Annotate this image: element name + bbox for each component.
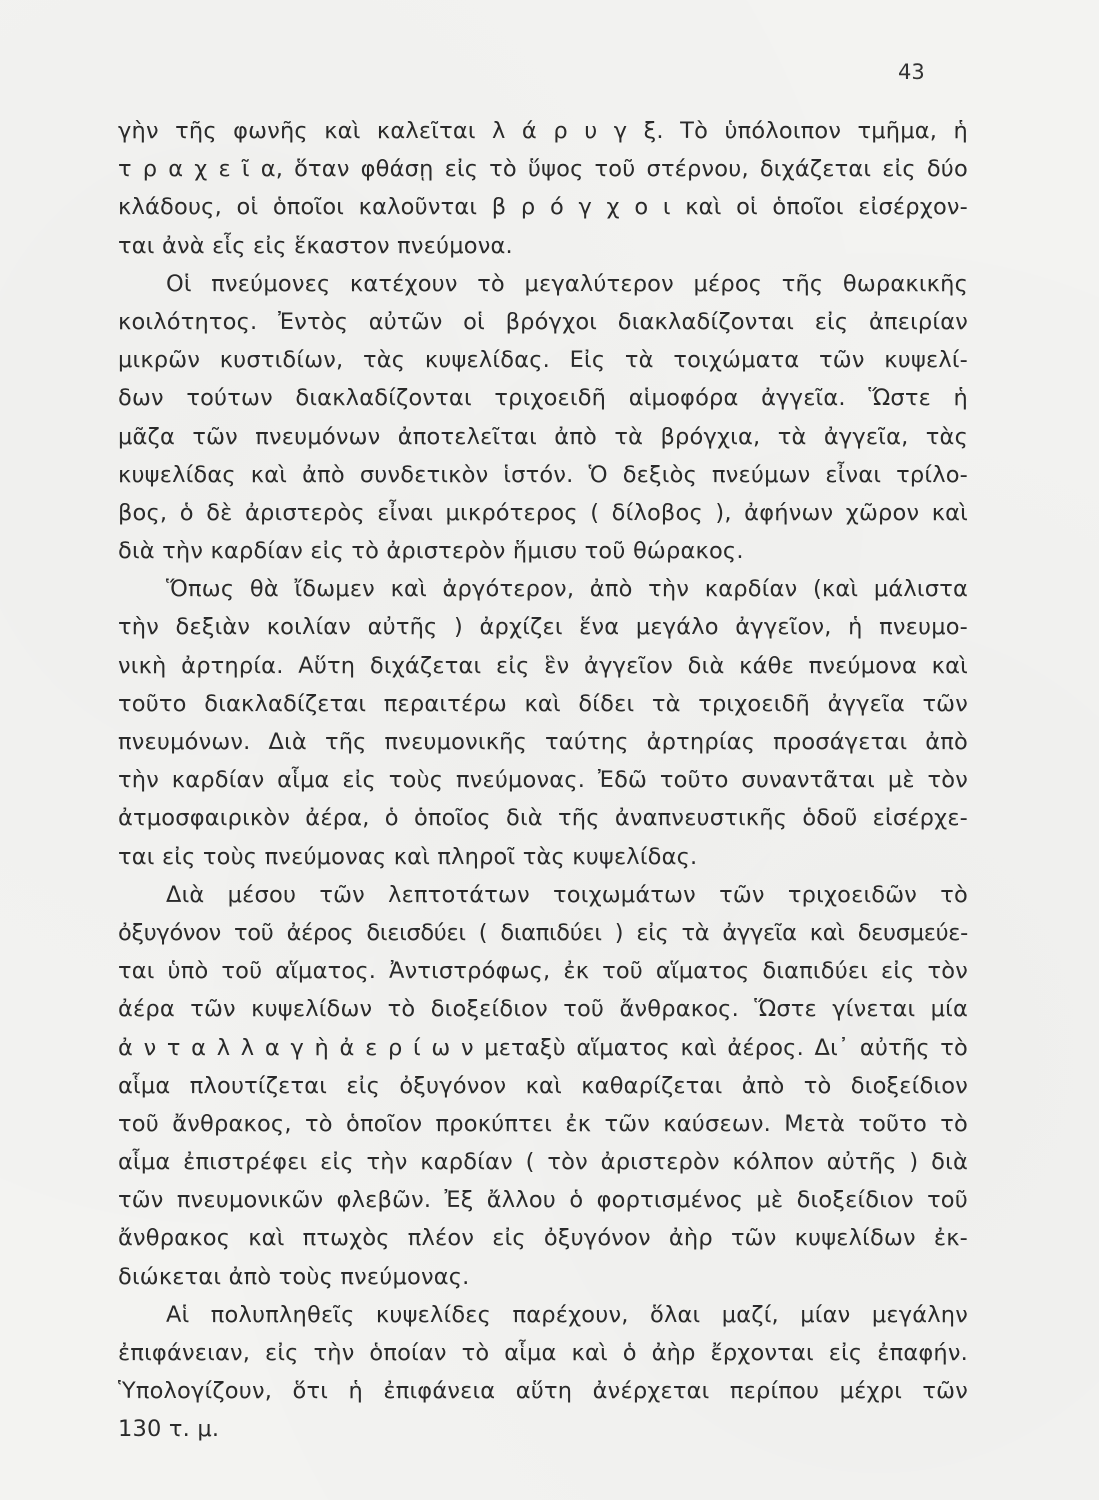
text-line: αἷμα ἐπιστρέφει εἰς τὴν καρδίαν ( τὸν ἀριστερὸν κόλπον αὐτῆς ) διὰ xyxy=(118,1149,968,1176)
body-text xyxy=(118,112,968,1449)
text-line: ται εἰς τοὺς πνεύμονας καὶ πληροῖ τὰς κυψελίδας. xyxy=(118,843,698,870)
text-line: Οἱ πνεύμονες κατέχουν τὸ μεγαλύτερον μέρος τῆς θωρακικῆς xyxy=(166,270,968,297)
text-line: δων τούτων διακλαδίζονται τριχοειδῆ αἱμοφόρα ἀγγεῖα. Ὥστε ἡ xyxy=(118,385,968,412)
text-line: τὴν καρδίαν αἷμα εἰς τοὺς πνεύμονας. Ἐδῶ τοῦτο συναντᾶται μὲ τὸν xyxy=(118,767,968,794)
text-line: τ ρ α χ ε ῖ α, ὅταν φθάσῃ εἰς τὸ ὕψος τοῦ στέρνου, διχάζεται εἰς δύο xyxy=(118,156,968,183)
text-line: ται ἀνὰ εἷς εἰς ἕκαστον πνεύμονα. xyxy=(118,232,513,259)
text-line: διὰ τὴν καρδίαν εἰς τὸ ἀριστερὸν ἥμισυ τοῦ θώρακος. xyxy=(118,538,744,565)
text-line: μικρῶν κυστιδίων, τὰς κυψελίδας. Εἰς τὰ τοιχώματα τῶν κυψελί- xyxy=(118,347,968,374)
text-line: Ὑπολογίζουν, ὅτι ἡ ἐπιφάνεια αὕτη ἀνέρχεται περίπου μέχρι τῶν xyxy=(118,1378,968,1405)
text-line: ἐπιφάνειαν, εἰς τὴν ὁποίαν τὸ αἷμα καὶ ὁ ἀὴρ ἔρχονται εἰς ἐπαφήν. xyxy=(118,1340,968,1366)
page-number: 43 xyxy=(898,60,925,84)
text-line: αἷμα πλουτίζεται εἰς ὀξυγόνον καὶ καθαρίζεται ἀπὸ τὸ διοξείδιον xyxy=(118,1072,968,1099)
text-line: Ὅπως θὰ ἴδωμεν καὶ ἀργότερον, ἀπὸ τὴν καρδίαν (καὶ μάλιστα xyxy=(166,576,968,603)
text-line: Αἱ πολυπληθεῖς κυψελίδες παρέχουν, ὅλαι μαζί, μίαν μεγάλην xyxy=(166,1301,968,1328)
text-line: ται ὑπὸ τοῦ αἵματος. Ἀντιστρόφως, ἐκ τοῦ αἵματος διαπιδύει εἰς τὸν xyxy=(118,958,968,985)
text-line: κυψελίδας καὶ ἀπὸ συνδετικὸν ἱστόν. Ὁ δεξιὸς πνεύμων εἶναι τρίλο- xyxy=(118,461,968,488)
text-line: πνευμόνων. Διὰ τῆς πνευμονικῆς ταύτης ἀρτηρίας προσάγεται ἀπὸ xyxy=(118,729,968,755)
text-line: 130 τ. μ. xyxy=(118,1416,220,1443)
text-line: ἄνθρακος καὶ πτωχὸς πλέον εἰς ὀξυγόνον ἀὴρ τῶν κυψελίδων ἐκ- xyxy=(118,1225,968,1252)
text-line: Διὰ μέσου τῶν λεπτοτάτων τοιχωμάτων τῶν τριχοειδῶν τὸ xyxy=(166,881,968,908)
text-line: τοῦτο διακλαδίζεται περαιτέρω καὶ δίδει τὰ τριχοειδῆ ἀγγεῖα τῶν xyxy=(118,690,968,717)
text-line: γὴν τῆς φωνῆς καὶ καλεῖται λ ά ρ υ γ ξ. Τὸ ὑπόλοιπον τμῆμα, ἡ xyxy=(118,118,968,144)
text-line: ἀέρα τῶν κυψελίδων τὸ διοξείδιον τοῦ ἄνθρακος. Ὥστε γίνεται μία xyxy=(118,996,968,1023)
text-line: τοῦ ἄνθρακος, τὸ ὁποῖον προκύπτει ἐκ τῶν καύσεων. Μετὰ τοῦτο τὸ xyxy=(118,1110,968,1137)
text-line: ὀξυγόνον τοῦ ἀέρος διεισδύει ( διαπιδύει ) εἰς τὰ ἀγγεῖα καὶ δευσμεύε- xyxy=(118,919,968,946)
text-line: ἀ ν τ α λ λ α γ ὴ ἀ ε ρ ί ω ν μεταξὺ αἵματος καὶ ἀέρος. Δι᾽ αὐτῆς τὸ xyxy=(118,1034,968,1061)
text-line: τὴν δεξιὰν κοιλίαν αὐτῆς ) ἀρχίζει ἕνα μεγάλο ἀγγεῖον, ἡ πνευμο- xyxy=(118,614,968,641)
text-line: νικὴ ἀρτηρία. Αὕτη διχάζεται εἰς ἓν ἀγγεῖον διὰ κάθε πνεύμονα καὶ xyxy=(118,652,968,679)
text-line: βος, ὁ δὲ ἀριστερὸς εἶναι μικρότερος ( δίλοβος ), ἀφήνων χῶρον καὶ xyxy=(118,499,968,526)
text-line: μᾶζα τῶν πνευμόνων ἀποτελεῖται ἀπὸ τὰ βρόγχια, τὰ ἀγγεῖα, τὰς xyxy=(118,423,968,450)
text-line: κοιλότητος. Ἐντὸς αὐτῶν οἱ βρόγχοι διακλαδίζονται εἰς ἀπειρίαν xyxy=(118,308,968,335)
text-line: ἀτμοσφαιρικὸν ἀέρα, ὁ ὁποῖος διὰ τῆς ἀναπνευστικῆς ὁδοῦ εἰσέρχε- xyxy=(118,805,968,832)
text-line: τῶν πνευμονικῶν φλεβῶν. Ἐξ ἄλλου ὁ φορτισμένος μὲ διοξείδιον τοῦ xyxy=(118,1187,968,1214)
text-line: διώκεται ἀπὸ τοὺς πνεύμονας. xyxy=(118,1263,470,1290)
text-line: κλάδους, οἱ ὁποῖοι καλοῦνται β ρ ό γ χ ο ι καὶ οἱ ὁποῖοι εἰσέρχον- xyxy=(118,194,968,221)
